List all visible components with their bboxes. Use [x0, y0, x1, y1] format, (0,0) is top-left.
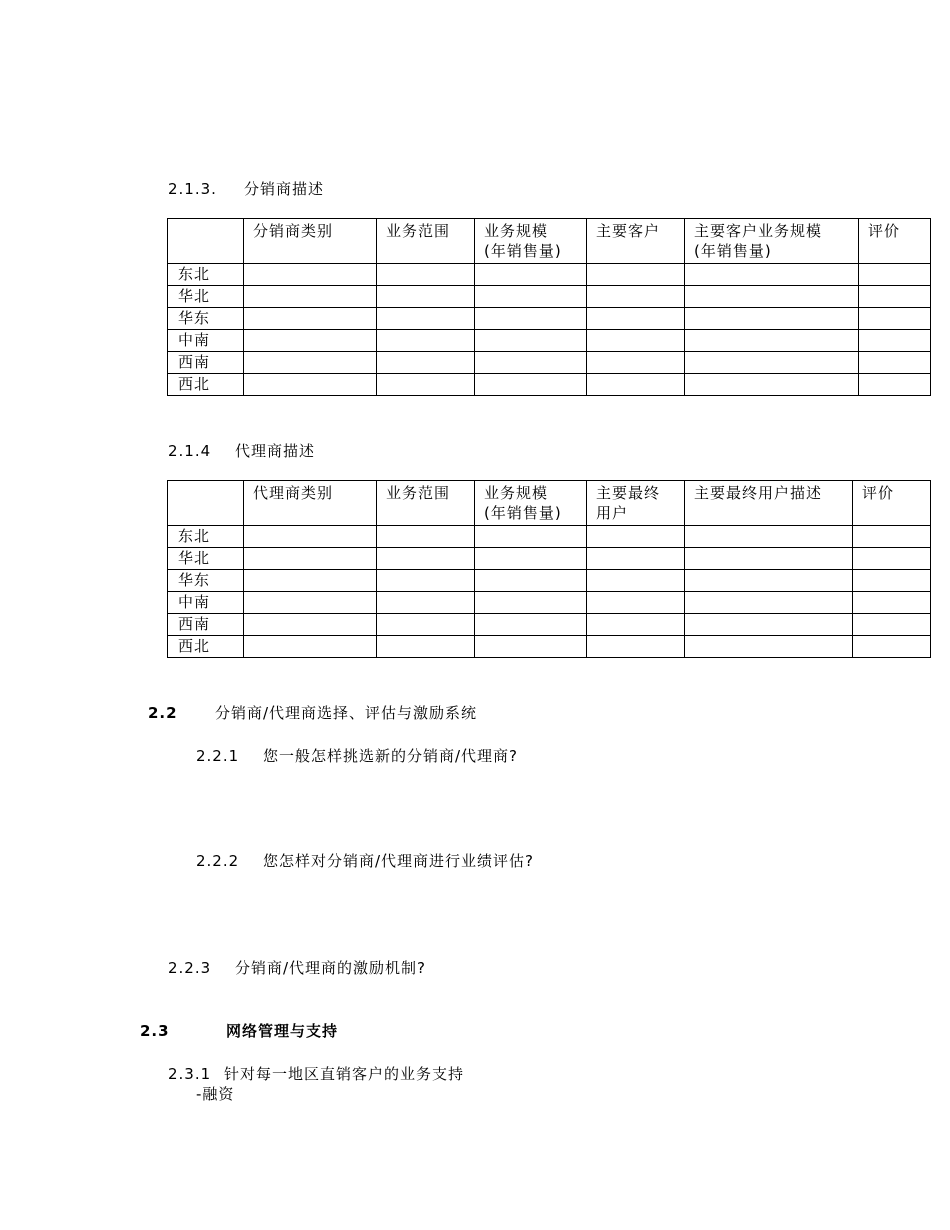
empty-cell: [587, 614, 685, 636]
column-header: 分销商类别: [244, 219, 377, 264]
column-header: 主要客户: [587, 219, 685, 264]
column-header: 主要最终用户描述: [685, 481, 853, 526]
table-row: [168, 548, 931, 570]
region-cell: 华东: [168, 308, 244, 330]
empty-cell: [587, 286, 685, 308]
section-title: 网络管理与支持: [226, 1022, 339, 1040]
column-header: 业务规模 (年销售量): [475, 219, 587, 264]
section-heading-2-2: [148, 702, 477, 723]
sub-item-financing: -融资: [196, 1085, 235, 1103]
empty-cell: [475, 548, 587, 570]
empty-cell: [685, 592, 853, 614]
empty-cell: [475, 286, 587, 308]
section-title: 分销商/代理商的激励机制?: [235, 959, 427, 977]
table-row: [168, 614, 931, 636]
region-cell: 西南: [168, 614, 244, 636]
empty-cell: [377, 330, 475, 352]
column-header: 业务范围: [377, 219, 475, 264]
region-cell: 华东: [168, 570, 244, 592]
section-heading-2-1-4: [168, 440, 315, 461]
empty-cell: [587, 352, 685, 374]
empty-cell: [244, 636, 377, 658]
section-title: 您一般怎样挑选新的分销商/代理商?: [263, 747, 519, 765]
empty-cell: [853, 592, 931, 614]
column-header: 代理商类别: [244, 481, 377, 526]
section-heading-2-2-3: [168, 957, 426, 978]
empty-cell: [377, 592, 475, 614]
column-header: 评价: [853, 481, 931, 526]
empty-cell: [377, 614, 475, 636]
empty-cell: [685, 374, 859, 396]
column-header: 主要最终 用户: [587, 481, 685, 526]
table-header-row: [168, 481, 931, 526]
empty-cell: [377, 526, 475, 548]
region-cell: 东北: [168, 526, 244, 548]
section-heading-2-2-2: [196, 850, 534, 871]
region-cell: 西北: [168, 636, 244, 658]
column-header: [168, 219, 244, 264]
empty-cell: [244, 548, 377, 570]
empty-cell: [587, 374, 685, 396]
empty-cell: [853, 614, 931, 636]
empty-cell: [685, 636, 853, 658]
empty-cell: [853, 548, 931, 570]
empty-cell: [244, 374, 377, 396]
agent-table: [167, 480, 931, 658]
section-heading-2-3: [140, 1020, 338, 1041]
section-title: 分销商描述: [244, 180, 325, 198]
section-title: 针对每一地区直销客户的业务支持: [224, 1065, 465, 1083]
empty-cell: [377, 636, 475, 658]
empty-cell: [475, 330, 587, 352]
empty-cell: [244, 592, 377, 614]
column-header: [168, 481, 244, 526]
table-row: [168, 636, 931, 658]
empty-cell: [377, 264, 475, 286]
empty-cell: [587, 592, 685, 614]
empty-cell: [685, 330, 859, 352]
column-header: 业务规模 (年销售量): [475, 481, 587, 526]
table-row: [168, 526, 931, 548]
empty-cell: [475, 592, 587, 614]
empty-cell: [587, 548, 685, 570]
section-number: 2.1.3.: [168, 180, 217, 198]
empty-cell: [685, 352, 859, 374]
empty-cell: [685, 548, 853, 570]
empty-cell: [475, 636, 587, 658]
empty-cell: [377, 374, 475, 396]
empty-cell: [244, 308, 377, 330]
empty-cell: [853, 526, 931, 548]
empty-cell: [587, 570, 685, 592]
empty-cell: [685, 286, 859, 308]
region-cell: 西北: [168, 374, 244, 396]
empty-cell: [244, 286, 377, 308]
empty-cell: [685, 614, 853, 636]
empty-cell: [859, 352, 931, 374]
empty-cell: [244, 570, 377, 592]
section-heading-2-3-1: [168, 1063, 464, 1084]
empty-cell: [853, 636, 931, 658]
region-cell: 西南: [168, 352, 244, 374]
empty-cell: [244, 352, 377, 374]
empty-cell: [859, 286, 931, 308]
empty-cell: [587, 636, 685, 658]
empty-cell: [377, 352, 475, 374]
table-header-row: [168, 219, 931, 264]
section-title: 您怎样对分销商/代理商进行业绩评估?: [263, 852, 535, 870]
empty-cell: [859, 308, 931, 330]
column-header: 主要客户业务规模 (年销售量): [685, 219, 859, 264]
empty-cell: [244, 526, 377, 548]
empty-cell: [853, 570, 931, 592]
region-cell: 中南: [168, 592, 244, 614]
empty-cell: [475, 570, 587, 592]
empty-cell: [244, 264, 377, 286]
table-row: [168, 352, 931, 374]
section-number: 2.2.2: [196, 852, 240, 870]
empty-cell: [475, 374, 587, 396]
empty-cell: [475, 352, 587, 374]
empty-cell: [587, 526, 685, 548]
column-header: 业务范围: [377, 481, 475, 526]
section-heading-2-2-1: [196, 745, 518, 766]
empty-cell: [475, 308, 587, 330]
section-number: 2.2: [148, 704, 178, 722]
empty-cell: [587, 264, 685, 286]
region-cell: 中南: [168, 330, 244, 352]
table-row: [168, 330, 931, 352]
empty-cell: [377, 548, 475, 570]
section-title: 分销商/代理商选择、评估与激励系统: [215, 704, 478, 722]
table-row: [168, 264, 931, 286]
empty-cell: [587, 330, 685, 352]
section-heading-2-1-3: [168, 178, 324, 199]
section-title: 代理商描述: [235, 442, 316, 460]
distributor-table: [167, 218, 931, 396]
table-row: [168, 286, 931, 308]
section-number: 2.2.3: [168, 959, 212, 977]
empty-cell: [859, 264, 931, 286]
empty-cell: [244, 330, 377, 352]
empty-cell: [377, 570, 475, 592]
empty-cell: [377, 308, 475, 330]
empty-cell: [685, 308, 859, 330]
table-row: [168, 570, 931, 592]
empty-cell: [587, 308, 685, 330]
empty-cell: [244, 614, 377, 636]
region-cell: 东北: [168, 264, 244, 286]
section-number: 2.2.1: [196, 747, 240, 765]
empty-cell: [475, 264, 587, 286]
empty-cell: [685, 264, 859, 286]
empty-cell: [475, 614, 587, 636]
table-row: [168, 374, 931, 396]
region-cell: 华北: [168, 548, 244, 570]
section-number: 2.1.4: [168, 442, 212, 460]
column-header: 评价: [859, 219, 931, 264]
empty-cell: [859, 330, 931, 352]
section-number: 2.3.1: [168, 1065, 212, 1083]
empty-cell: [475, 526, 587, 548]
region-cell: 华北: [168, 286, 244, 308]
section-number: 2.3: [140, 1022, 170, 1040]
empty-cell: [377, 286, 475, 308]
table-row: [168, 592, 931, 614]
empty-cell: [859, 374, 931, 396]
table-row: [168, 308, 931, 330]
empty-cell: [685, 526, 853, 548]
empty-cell: [685, 570, 853, 592]
